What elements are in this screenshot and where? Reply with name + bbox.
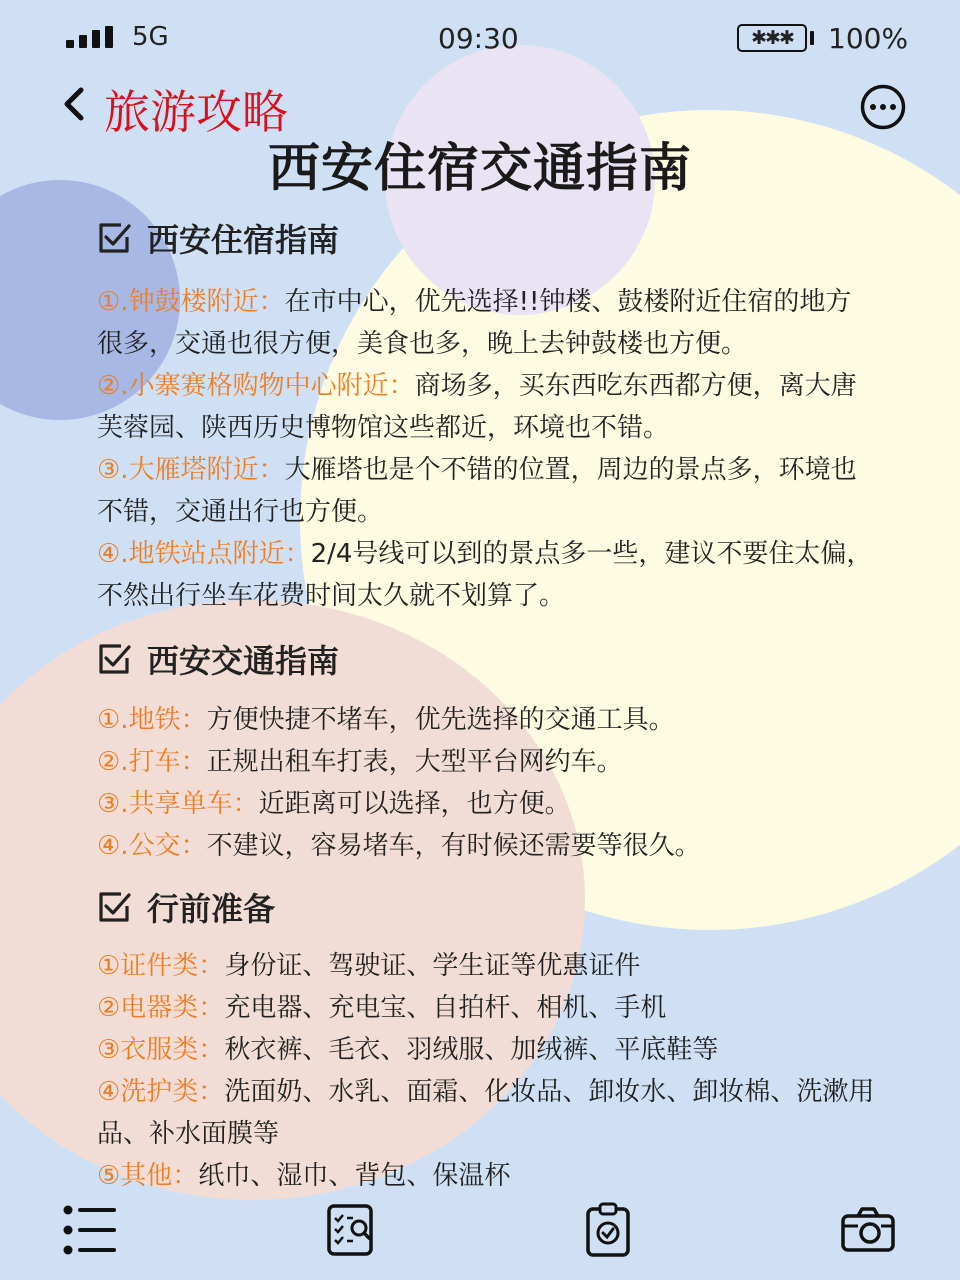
item-label: ④.公交： xyxy=(97,831,207,861)
section-heading xyxy=(97,635,877,683)
list-item xyxy=(97,783,877,825)
item-text: 正规出租车打表，大型平台网约车。 xyxy=(206,747,623,777)
checkbox-icon xyxy=(97,221,131,255)
status-bar xyxy=(0,0,960,78)
item-text: 充电器、充电宝、自拍杆、相机、手机 xyxy=(224,993,667,1023)
nav-title: 旅游攻略 xyxy=(104,85,288,139)
network-label: 5G xyxy=(132,22,169,52)
item-label: ②电器类： xyxy=(97,993,225,1023)
item-text: 方便快捷不堵车，优先选择的交通工具。 xyxy=(206,705,675,735)
section-title: 行前准备 xyxy=(147,890,276,928)
clipboard-check-icon[interactable] xyxy=(578,1200,638,1260)
item-label: ③衣服类： xyxy=(97,1035,225,1065)
section-preparation xyxy=(97,883,877,1197)
item-label: ④洗护类： xyxy=(97,1077,225,1107)
checkbox-icon xyxy=(97,642,131,676)
list-item xyxy=(97,533,877,617)
item-label: ⑤其他： xyxy=(97,1161,199,1191)
item-text: 近距离可以选择，也方便。 xyxy=(258,789,571,819)
item-label: ④.地铁站点附近： xyxy=(97,539,311,569)
guide-content xyxy=(97,214,877,1197)
list-item xyxy=(97,699,877,741)
item-text: 2/4号线可以到的景点多一些，建议不要住太偏，不然出行坐车花费时间太久就不划算了。 xyxy=(97,539,873,611)
item-label: ①证件类： xyxy=(97,951,225,981)
item-label: ①.地铁： xyxy=(97,705,207,735)
list-icon[interactable] xyxy=(60,1200,120,1260)
section-heading xyxy=(97,214,877,262)
clock: 09:30 xyxy=(438,22,519,55)
item-text: 纸巾、湿巾、背包、保温杯 xyxy=(198,1161,511,1191)
item-text: 洗面奶、水乳、面霜、化妆品、卸妆水、卸妆棉、洗漱用品、补水面膜等 xyxy=(97,1077,875,1149)
more-options-icon[interactable] xyxy=(860,84,906,130)
item-label: ③.共享单车： xyxy=(97,789,259,819)
list-item xyxy=(97,741,877,783)
section-transport xyxy=(97,635,877,867)
camera-icon[interactable] xyxy=(838,1200,898,1260)
list-item xyxy=(97,1155,877,1197)
back-icon[interactable] xyxy=(55,84,95,124)
signal-icon xyxy=(66,26,114,48)
list-item xyxy=(97,449,877,533)
checkbox-icon xyxy=(97,890,131,924)
item-label: ②.小寨赛格购物中心附近： xyxy=(97,371,415,401)
item-text: 商场多，买东西吃东西都方便，离大唐芙蓉园、陕西历史博物馆这些都近，环境也不错。 xyxy=(97,371,857,443)
item-text: 不建议，容易堵车，有时候还需要等很久。 xyxy=(206,831,701,861)
search-checklist-icon[interactable] xyxy=(320,1200,380,1260)
list-item xyxy=(97,1071,877,1155)
item-text: 大雁塔也是个不错的位置，周边的景点多，环境也不错，交通出行也方便。 xyxy=(97,455,857,527)
item-text: 在市中心，优先选择!!钟楼、鼓楼附近住宿的地方很多，交通也很方便，美食也多，晚上去钟鼓楼也方便。 xyxy=(97,287,852,359)
list-item xyxy=(97,365,877,449)
battery-tip xyxy=(810,31,814,45)
item-label: ①.钟鼓楼附近： xyxy=(97,287,285,317)
item-text: 身份证、驾驶证、学生证等优惠证件 xyxy=(224,951,641,981)
section-title: 西安住宿指南 xyxy=(147,221,340,259)
list-item xyxy=(97,281,877,365)
section-heading xyxy=(97,883,877,931)
section-accommodation xyxy=(97,214,877,617)
list-item xyxy=(97,825,877,867)
page-title: 西安住宿交通指南 xyxy=(267,139,692,199)
battery-icon: ✱✱✱ xyxy=(737,24,807,52)
list-item xyxy=(97,1029,877,1071)
item-label: ②.打车： xyxy=(97,747,207,777)
item-label: ③.大雁塔附近： xyxy=(97,455,285,485)
list-item xyxy=(97,987,877,1029)
section-title: 西安交通指南 xyxy=(147,642,340,680)
item-text: 秋衣裤、毛衣、羽绒服、加绒裤、平底鞋等 xyxy=(224,1035,719,1065)
battery-percent: 100% xyxy=(828,22,909,55)
list-item xyxy=(97,945,877,987)
